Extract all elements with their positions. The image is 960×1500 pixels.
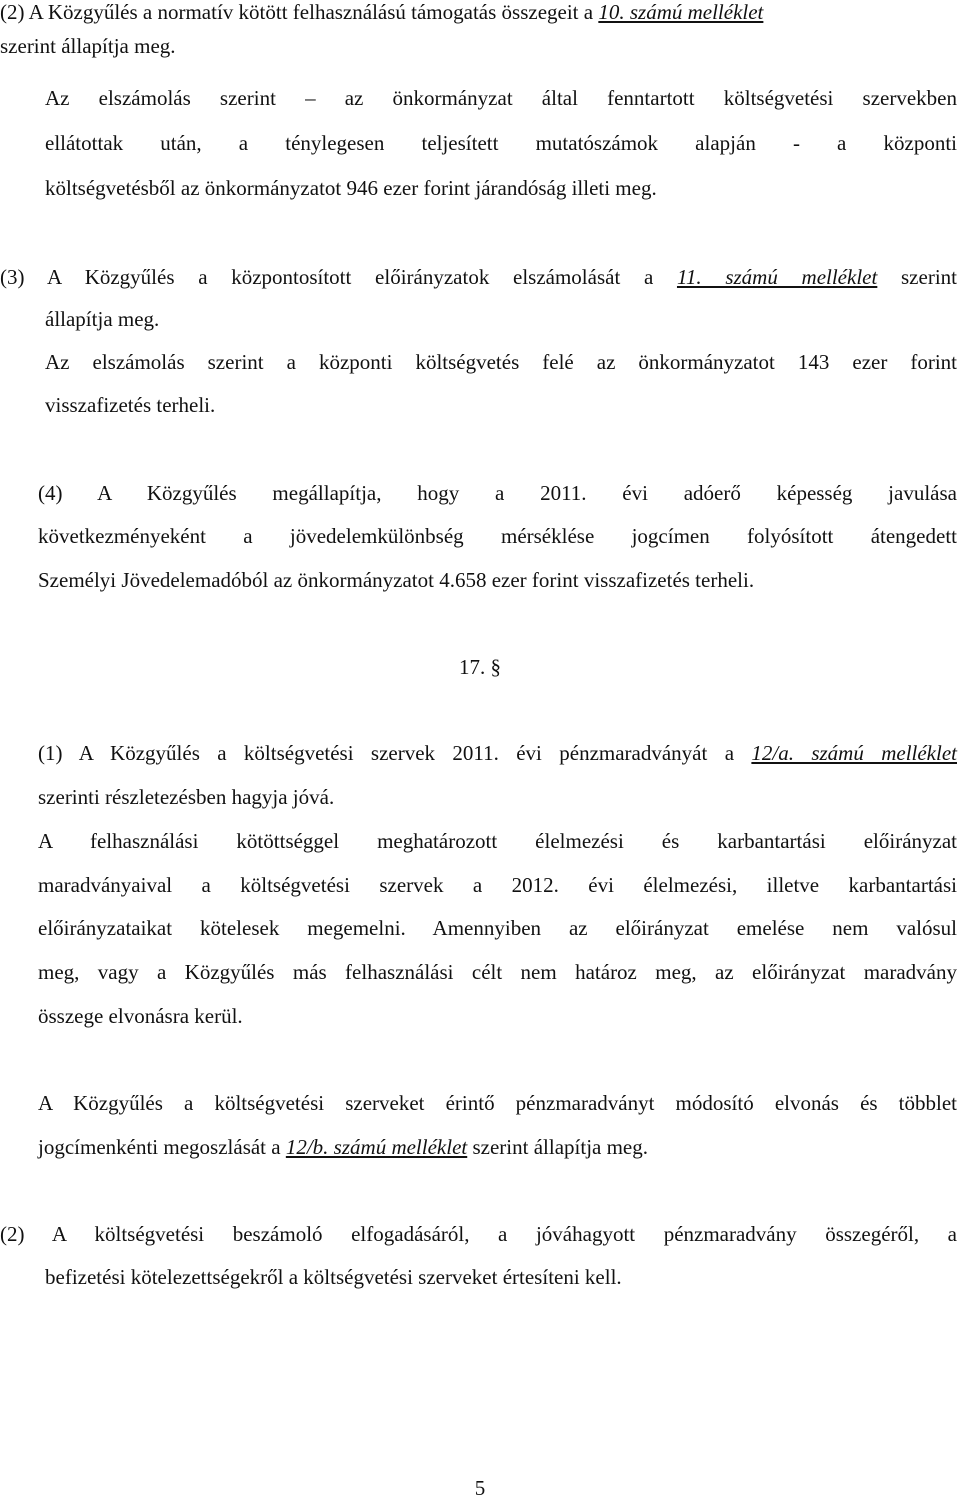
paragraph-4-line-2: következményeként a jövedelemkülönbség mérséklése jogcímen folyósított átengedett <box>38 524 957 548</box>
section-17-paragraph-1-line-2: szerinti részletezésben hagyja jóvá. <box>38 785 335 809</box>
section-17-title: 17. § <box>459 655 501 679</box>
paragraph-2-line-4: ellátottak után, a ténylegesen teljesített mutatószámok alapján - a központi <box>45 131 957 155</box>
section-17-paragraph-1b-text: jogcímenkénti megoszlását a <box>38 1135 286 1159</box>
paragraph-3-line-1 <box>0 265 957 289</box>
paragraph-4-line-1: (4) A Közgyűlés megállapítja, hogy a 2011. évi adóerő képesség javulása <box>38 481 957 505</box>
section-17-paragraph-1-line-3: A felhasználási kötöttséggel meghatározott élelmezési és karbantartási előirányzat <box>38 829 957 853</box>
paragraph-3-line-2: állapítja meg. <box>45 307 160 331</box>
section-17-paragraph-1b-text-tail: szerint állapítja meg. <box>467 1135 649 1159</box>
section-17-paragraph-1-line-6: meg, vagy a Közgyűlés más felhasználási célt nem határoz meg, az előirányzat maradvány <box>38 960 957 984</box>
paragraph-2-line-3: Az elszámolás szerint – az önkormányzat által fenntartott költségvetési szervekben <box>45 86 957 110</box>
section-17-paragraph-1b-line-1: A Közgyűlés a költségvetési szerveket érintő pénzmaradványt módosító elvonás és többlet <box>38 1091 957 1115</box>
annex-10-reference[interactable]: 10. számú melléklet <box>598 0 764 24</box>
section-17-paragraph-1b-line-2 <box>38 1135 648 1159</box>
section-17-paragraph-1-line-5: előirányzataikat kötelesek megemelni. Amennyiben az előirányzat emelése nem valósul <box>38 916 957 940</box>
paragraph-2-text: (2) A Közgyűlés a normatív kötött felhasználású támogatás összegeit a <box>0 0 599 24</box>
section-17-paragraph-1-line-4: maradványaival a költségvetési szervek a 2012. évi élelmezési, illetve karbantartási <box>38 873 957 897</box>
paragraph-2-line-5: költségvetésből az önkormányzatot 946 ezer forint járandóság illeti meg. <box>45 176 657 200</box>
annex-12a-reference[interactable]: 12/a. számú melléklet <box>751 741 957 765</box>
paragraph-3-line-3: Az elszámolás szerint a központi költségvetés felé az önkormányzatot 143 ezer forint <box>45 350 957 374</box>
section-17-paragraph-2-line-1: (2) A költségvetési beszámoló elfogadásáról, a jóváhagyott pénzmaradvány összegéről, a <box>0 1222 957 1246</box>
annex-12b-reference[interactable]: 12/b. számú melléklet <box>285 1135 468 1159</box>
annex-11-reference[interactable]: 11. számú melléklet <box>676 265 878 289</box>
paragraph-3-text: (3) A Közgyűlés a központosított előirányzatok elszámolását a <box>0 265 677 289</box>
paragraph-2-line-2: szerint állapítja meg. <box>0 34 176 58</box>
page-number: 5 <box>474 1476 486 1500</box>
paragraph-4-line-3: Személyi Jövedelemadóból az önkormányzatot 4.658 ezer forint visszafizetés terheli. <box>38 568 755 592</box>
paragraph-3-text-tail: szerint <box>877 265 957 289</box>
section-17-paragraph-1-line-1 <box>38 741 957 765</box>
section-17-paragraph-1-line-7: összege elvonásra kerül. <box>38 1004 243 1028</box>
section-17-paragraph-2-line-2: befizetési kötelezettségekről a költségvetési szerveket értesíteni kell. <box>45 1265 622 1289</box>
paragraph-2-line-1 <box>0 0 763 24</box>
section-17-paragraph-1-text: (1) A Közgyűlés a költségvetési szervek 2011. évi pénzmaradványát a <box>38 741 752 765</box>
paragraph-3-line-4: visszafizetés terheli. <box>45 393 216 417</box>
